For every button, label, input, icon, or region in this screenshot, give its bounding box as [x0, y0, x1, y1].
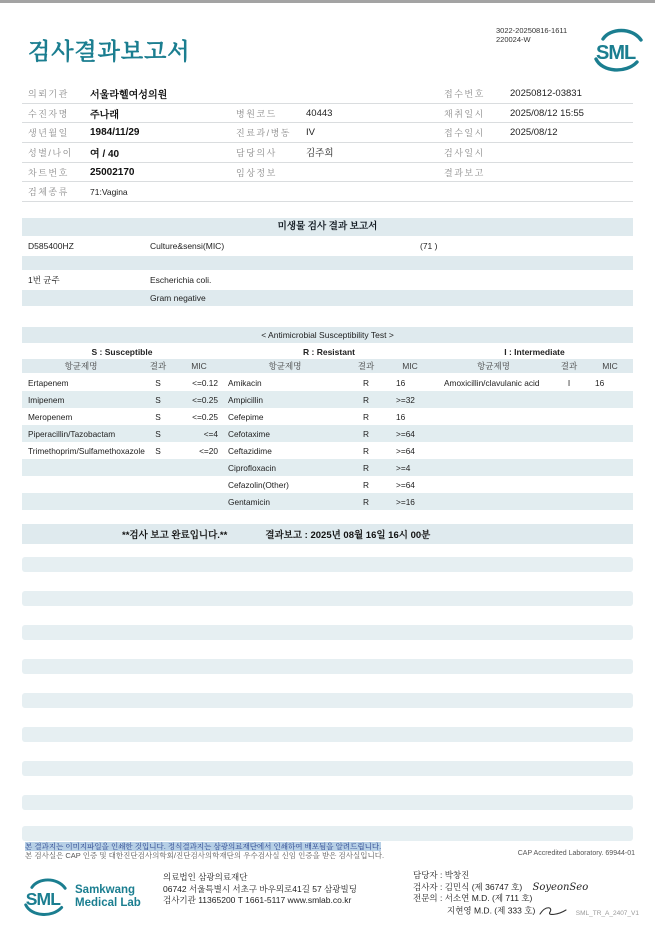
mic-value: >=32: [396, 394, 415, 405]
empty-row-stripe: [22, 591, 633, 606]
test-code-row: [22, 236, 633, 256]
column-header: MIC: [402, 361, 418, 371]
susceptibility-table: [22, 327, 633, 510]
signature-block: [413, 870, 588, 917]
page-title: 검사결과보고서: [28, 38, 191, 64]
organization-address: 06742 서울특별시 서초구 바우뫼로41길 57 삼광빌딩: [163, 883, 357, 894]
table-row: [22, 493, 633, 510]
field-label: 진료과/병동: [236, 128, 291, 139]
table-row: [22, 476, 633, 493]
field-value: 40443: [306, 107, 333, 119]
footer-notice-2: 본 검사실은 CAP 인증 및 대한진단검사의학회/진단검사의학재단의 우수검사실 신임 인증을 받은 검사실입니다.: [25, 851, 385, 860]
document-number: [496, 26, 567, 44]
field-value: 2025/08/12 15:55: [510, 107, 584, 119]
antibiotic-name: Imipenem: [28, 394, 65, 405]
column-header: MIC: [191, 361, 207, 371]
empty-row-stripe: [22, 727, 633, 742]
empty-row-stripe: [22, 625, 633, 640]
column-header: 항균제명: [64, 361, 98, 371]
specialist-line-2: [413, 905, 588, 917]
field-label: 의뢰기관: [28, 88, 69, 99]
empty-row-stripe: [22, 557, 633, 572]
result-value: I: [567, 377, 571, 388]
susceptibility-legend: [22, 344, 633, 359]
empty-row-stripe: [22, 659, 633, 674]
antibiotic-name: Meropenem: [28, 411, 73, 422]
microbiology-section: [22, 218, 633, 306]
antibiotic-name: Ertapenem: [28, 377, 69, 388]
antibiotic-name: Ampicillin: [228, 394, 264, 405]
specialist-line-1: 전문의 : 서소연 M.D. (제 711 호): [413, 893, 533, 903]
result-value: S: [155, 428, 161, 439]
table-row: [22, 442, 633, 459]
lab-name-line1: Samkwang: [75, 884, 136, 896]
column-header: 결과: [560, 361, 578, 371]
mic-value: <=4: [203, 428, 218, 439]
result-value: R: [363, 445, 369, 456]
mic-value: >=16: [396, 496, 415, 507]
examiner-signature: SoyeonSeo: [532, 881, 589, 893]
completion-row: [22, 524, 633, 544]
legend-susceptible: S : Susceptible: [91, 346, 153, 357]
column-header: 결과: [149, 361, 167, 371]
field-value: 1984/11/29: [90, 127, 140, 139]
spacer-band: [22, 256, 633, 270]
gram-stain-row: [22, 290, 633, 306]
mic-value: 16: [396, 411, 406, 422]
susceptibility-table-title: < Antimicrobial Susceptibility Test >: [22, 327, 633, 343]
antibiotic-name: Piperacillin/Tazobactam: [28, 428, 116, 439]
mic-value: <=20: [199, 445, 218, 456]
field-label: 접수일시: [444, 128, 485, 139]
field-label: 담당의사: [236, 147, 277, 158]
field-value: 2025/08/12: [510, 127, 558, 139]
field-value: 25002170: [90, 166, 135, 178]
antibiotic-name: Ciprofloxacin: [228, 462, 276, 473]
field-value: 서울라헬여성의원: [90, 89, 168, 101]
result-value: S: [155, 411, 161, 422]
column-header: MIC: [602, 361, 618, 371]
field-label: 결과보고: [444, 167, 485, 178]
antibiotic-name: Cefotaxime: [228, 428, 270, 439]
table-row: [22, 408, 633, 425]
result-value: R: [363, 394, 369, 405]
mic-value: >=64: [396, 479, 415, 490]
sml-logo: [592, 26, 644, 74]
field-label: 생년월일: [28, 128, 69, 139]
antibiotic-name: Trimethoprim/Sulfamethoxazole: [28, 445, 145, 456]
empty-row-stripe: [22, 795, 633, 810]
examiner-text: 검사자 : 김민식 (제 36747 호): [413, 881, 523, 892]
specialist-signature-icon: [538, 905, 568, 917]
empty-row-stripe: [22, 693, 633, 708]
page-top-edge: [0, 0, 655, 3]
completion-message: **검사 보고 완료입니다.**: [122, 530, 228, 541]
organism-row: [22, 270, 633, 290]
antibiotic-name: Gentamicin: [228, 496, 270, 507]
field-value: 20250812-03831: [510, 87, 582, 99]
sml-logo-icon: [22, 876, 68, 918]
field-label: 검사일시: [444, 147, 485, 158]
table-row: [22, 163, 633, 183]
cap-accreditation-text: CAP Accredited Laboratory. 69944-01: [517, 850, 635, 857]
form-code: SML_TR_A_2407_V1: [575, 910, 639, 917]
test-name: Culture&sensi(MIC): [150, 241, 225, 251]
strain-label: 1번 균주: [28, 275, 60, 285]
antibiotic-name: Cefepime: [228, 411, 264, 422]
organization-name: 의료법인 삼광의료재단: [163, 872, 248, 882]
column-header: 항균제명: [268, 361, 302, 371]
result-value: R: [363, 411, 369, 422]
mic-value: <=0.25: [192, 411, 218, 422]
table-row: [22, 123, 633, 143]
table-row: [22, 391, 633, 408]
antibiotic-name: Ceftazidime: [228, 445, 272, 456]
table-row: [22, 374, 633, 391]
table-row: [22, 84, 633, 104]
susceptibility-column-headers: [22, 359, 633, 373]
specialist-2-text: 지현영 M.D. (제 333 호): [447, 904, 536, 915]
field-value: 김주희: [306, 148, 334, 160]
mic-value: <=0.25: [192, 394, 218, 405]
result-value: S: [155, 394, 161, 405]
result-value: S: [155, 377, 161, 388]
patient-info-table: [22, 84, 633, 202]
field-label: 검체종류: [28, 187, 69, 198]
svg-text:SML: SML: [596, 42, 636, 64]
test-code: D585400HZ: [28, 241, 74, 251]
result-value: R: [363, 462, 369, 473]
field-value: 주나래: [90, 109, 119, 121]
organization-info: [163, 872, 357, 907]
column-header: 결과: [357, 361, 375, 371]
organization-contact: 검사기관 11365200 T 1661-5117 www.smlab.co.kr: [163, 895, 352, 905]
specimen-ref: (71 ): [420, 241, 438, 251]
field-label: 차트번호: [28, 167, 69, 178]
sml-logo-icon: [592, 26, 644, 74]
lab-name-line2: Medical Lab: [75, 897, 141, 909]
examiner-line: [413, 882, 588, 894]
microbiology-section-header: 미생물 검사 결과 보고서: [22, 218, 633, 236]
result-value: R: [363, 496, 369, 507]
empty-row-stripe: [22, 761, 633, 776]
field-value: 71:Vagina: [90, 186, 128, 197]
mic-value: 16: [396, 377, 406, 388]
empty-row-stripe: [22, 826, 633, 841]
legend-resistant: R : Resistant: [303, 346, 355, 357]
result-value: R: [363, 479, 369, 490]
table-row: [22, 459, 633, 476]
sml-logo-footer: [22, 876, 141, 918]
antibiotic-name: Cefazolin(Other): [228, 479, 289, 490]
table-row: [22, 425, 633, 442]
field-label: 접수번호: [444, 88, 485, 99]
mic-value: >=4: [396, 462, 411, 473]
result-value: R: [363, 428, 369, 439]
footer-notice-1-text: 본 결과지는 이미지파일을 인쇄한 것입니다. 정식결과지는 삼광의료재단에서 인쇄하여 배포됨을 알려드립니다.: [25, 842, 382, 851]
gram-stain: Gram negative: [150, 293, 206, 303]
mic-value: >=64: [396, 445, 415, 456]
svg-text:SML: SML: [25, 888, 61, 909]
table-row: [22, 143, 633, 163]
field-label: 성별/나이: [28, 147, 73, 158]
antibiotic-name: Amikacin: [228, 377, 262, 388]
field-value: 여 / 40: [90, 148, 120, 160]
field-label: 채취일시: [444, 108, 485, 119]
result-value: S: [155, 445, 161, 456]
field-label: 병원코드: [236, 108, 277, 119]
field-value: IV: [306, 127, 315, 139]
table-row: [22, 182, 633, 202]
mic-value: 16: [595, 377, 605, 388]
field-label: 임상정보: [236, 167, 277, 178]
table-row: [22, 104, 633, 124]
mic-value: <=0.12: [192, 377, 218, 388]
mic-value: >=64: [396, 428, 415, 439]
report-datetime: 결과보고 : 2025년 08월 16일 16시 00분: [265, 530, 431, 541]
document-number-line1: 3022-20250816-1611: [496, 26, 568, 35]
field-label: 수진자명: [28, 108, 69, 119]
organism-name: Escherichia coli.: [150, 275, 212, 285]
manager-line: 담당자 : 박창진: [413, 870, 470, 880]
document-number-line2: 220024-W: [496, 35, 531, 44]
result-value: R: [363, 377, 369, 388]
legend-intermediate: I : Intermediate: [504, 346, 565, 357]
lab-name: [75, 884, 141, 910]
antibiotic-name: Amoxicillin/clavulanic acid: [444, 377, 540, 388]
column-header: 항균제명: [477, 361, 510, 371]
